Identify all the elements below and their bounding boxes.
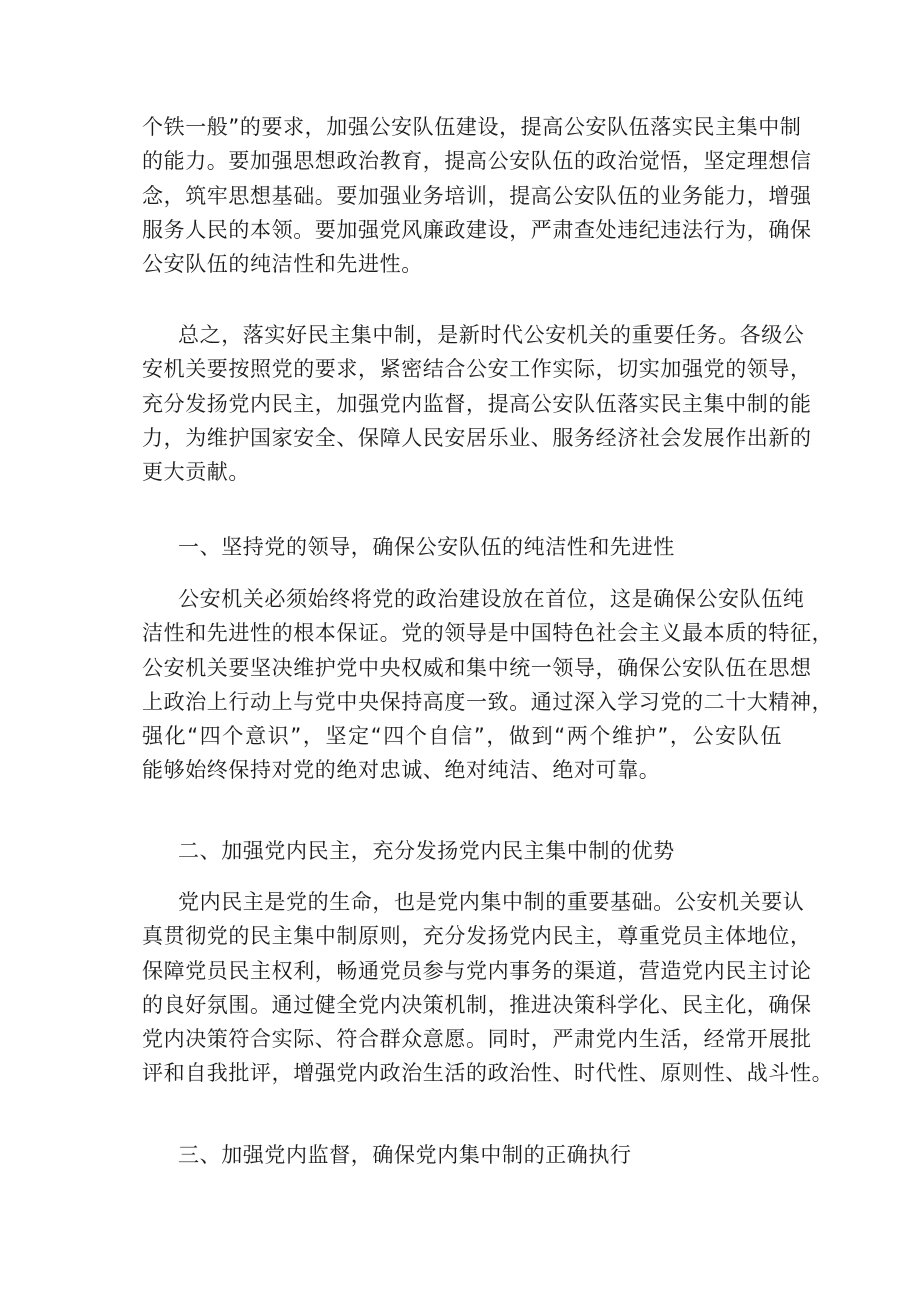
- text-line: 充分发扬党内民主，加强党内监督，提高公安队伍落实民主集中制的能: [142, 391, 812, 416]
- paragraph-4: [142, 885, 834, 1091]
- text-line: 党内决策符合实际、符合群众意愿。同时，严肃党内生活，经常开展批: [142, 1027, 812, 1052]
- text-line: 党内民主是党的生命，也是党内集中制的重要基础。公安机关要认: [178, 890, 805, 914]
- text-line: 强化“四个意识”，坚定“四个自信”，做到“两个维护”，公安队伍: [142, 724, 782, 749]
- text-line: 更大贡献。: [142, 460, 250, 485]
- text-line: 公安机关必须始终将党的政治建设放在首位，这是确保公安队伍纯: [178, 587, 805, 611]
- text-line: 的良好氛围。通过健全党内决策机制，推进决策科学化、民主化，确保: [142, 992, 812, 1017]
- text-line: 真贯彻党的民主集中制原则，充分发扬党内民主，尊重党员主体地位，: [142, 924, 812, 949]
- text-line: 总之，落实好民主集中制，是新时代公安机关的重要任务。各级公: [178, 323, 805, 347]
- text-line: 洁性和先进性的根本保证。党的领导是中国特色社会主义最本质的特征，: [142, 621, 834, 646]
- text-line: 念，筑牢思想基础。要加强业务培训，提高公安队伍的业务能力，增强: [142, 183, 812, 208]
- text-line: 服务人民的本领。要加强党风廉政建设，严肃查处违纪违法行为，确保: [142, 217, 812, 242]
- text-line: 安机关要按照党的要求，紧密结合公安工作实际，切实加强党的领导，: [142, 357, 812, 382]
- text-line: 个铁一般”的要求，加强公安队伍建设，提高公安队伍落实民主集中制: [142, 115, 802, 139]
- paragraph-1: [142, 110, 812, 281]
- text-line: 保障党员民主权利，畅通党员参与党内事务的渠道，营造党内民主讨论: [142, 958, 812, 983]
- section-heading-2: 二、加强党内民主，充分发扬党内民主集中制的优势: [178, 839, 675, 863]
- text-line: 力，为维护国家安全、保障人民安居乐业、服务经济社会发展作出新的: [142, 425, 812, 450]
- text-line: 上政治上行动上与党中央保持高度一致。通过深入学习党的二十大精神，: [142, 689, 834, 714]
- section-heading-1: 一、坚持党的领导，确保公安队伍的纯洁性和先进性: [178, 535, 675, 559]
- paragraph-2: [142, 318, 812, 489]
- text-line: 公安机关要坚决维护党中央权威和集中统一领导，确保公安队伍在思想: [142, 655, 812, 680]
- text-line: 公安队伍的纯洁性和先进性。: [142, 252, 423, 277]
- text-line: 能够始终保持对党的绝对忠诚、绝对纯洁、绝对可靠。: [142, 758, 661, 783]
- text-line: 的能力。要加强思想政治教育，提高公安队伍的政治觉悟，坚定理想信: [142, 149, 812, 174]
- section-heading-3: 三、加强党内监督，确保党内集中制的正确执行: [178, 1143, 632, 1167]
- text-line: 评和自我批评，增强党内政治生活的政治性、时代性、原则性、战斗性。: [142, 1061, 834, 1086]
- paragraph-3: [142, 582, 834, 788]
